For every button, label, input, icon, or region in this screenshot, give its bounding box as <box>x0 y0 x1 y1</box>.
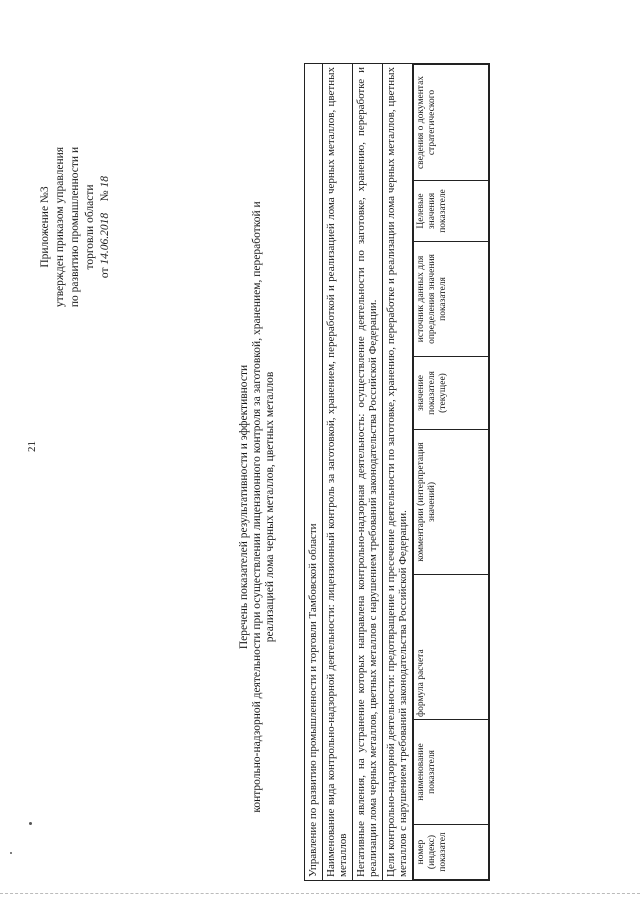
table-row <box>352 64 382 881</box>
column-headers <box>413 64 489 880</box>
scan-edge-line <box>0 893 640 894</box>
appendix-header <box>38 97 113 357</box>
table-row <box>412 64 489 881</box>
table-row <box>305 64 323 881</box>
appendix-date-line <box>98 97 113 357</box>
goals-cell: Цели контрольно-надзорной деятельности: предотвращение и пресечение деятельности по заготовке, хранению, переработке и реализации лома черных металлов, цветных металлов с нарушением требований законодательства Российской Федерации. <box>382 64 412 881</box>
scan-speck <box>10 852 12 854</box>
title-line-1: Перечень показателей результативности и эффективности <box>238 364 250 650</box>
indicators-table <box>304 63 490 881</box>
column-header-data-source: источник данных для определения значения показателя <box>413 242 488 357</box>
column-header-formula: формула расчета <box>413 575 488 720</box>
column-header-index: номер (индекс) показател <box>413 825 488 880</box>
column-header-name: наименование показателя <box>413 720 488 825</box>
activity-cell: Наименование вида контрольно-надзорной деятельности: лицензионный контроль за заготовкой, хранением, переработкой и реализацией лома черных металлов, цветных металлов <box>322 64 352 881</box>
title-line-2: контрольно-надзорной деятельности при осуществлении лицензионного контроля за заготовкой, хранением, переработкой и <box>251 201 263 813</box>
title-line-3: реализацией лома черных металлов, цветных металлов <box>264 371 276 643</box>
rotated-landscape-content <box>20 67 620 887</box>
table-row <box>322 64 352 881</box>
table-row <box>382 64 412 881</box>
column-header-strategic-docs: сведения о документах стратегического <box>413 65 488 181</box>
column-header-current-value: значение показателя (текущее) <box>413 357 488 430</box>
column-header-target-values: Целевые значения показателе <box>413 181 488 242</box>
appendix-approved-line: утвержден приказом управления <box>54 146 66 308</box>
handwritten-number: 18 <box>99 175 111 188</box>
column-header-comments: комментарии (интерпретация значений) <box>413 430 488 575</box>
negative-phenomena-cell: Негативные явления, на устранение которых направлена контрольно-надзорная деятельность: осуществление деятельности по заготовке, хранению, переработке и реализации лома черных металлов, цветных металлов с нарушением требований законодательства Российской Федерации. <box>352 64 382 881</box>
handwritten-date: 14.06.2018 <box>99 212 111 265</box>
scan-speck <box>29 822 32 825</box>
appendix-department-line: по развитию промышленности и <box>69 146 81 308</box>
date-prefix: от <box>99 267 111 279</box>
document-title <box>238 157 277 857</box>
page-number: 21 <box>26 441 38 452</box>
header-grid-cell <box>412 64 489 881</box>
appendix-title: Приложение №3 <box>39 186 51 268</box>
number-label: № <box>99 190 111 202</box>
appendix-region-line: торговли области <box>84 184 96 270</box>
agency-cell: Управление по развитию промышленности и торговли Тамбовской области <box>305 64 323 881</box>
